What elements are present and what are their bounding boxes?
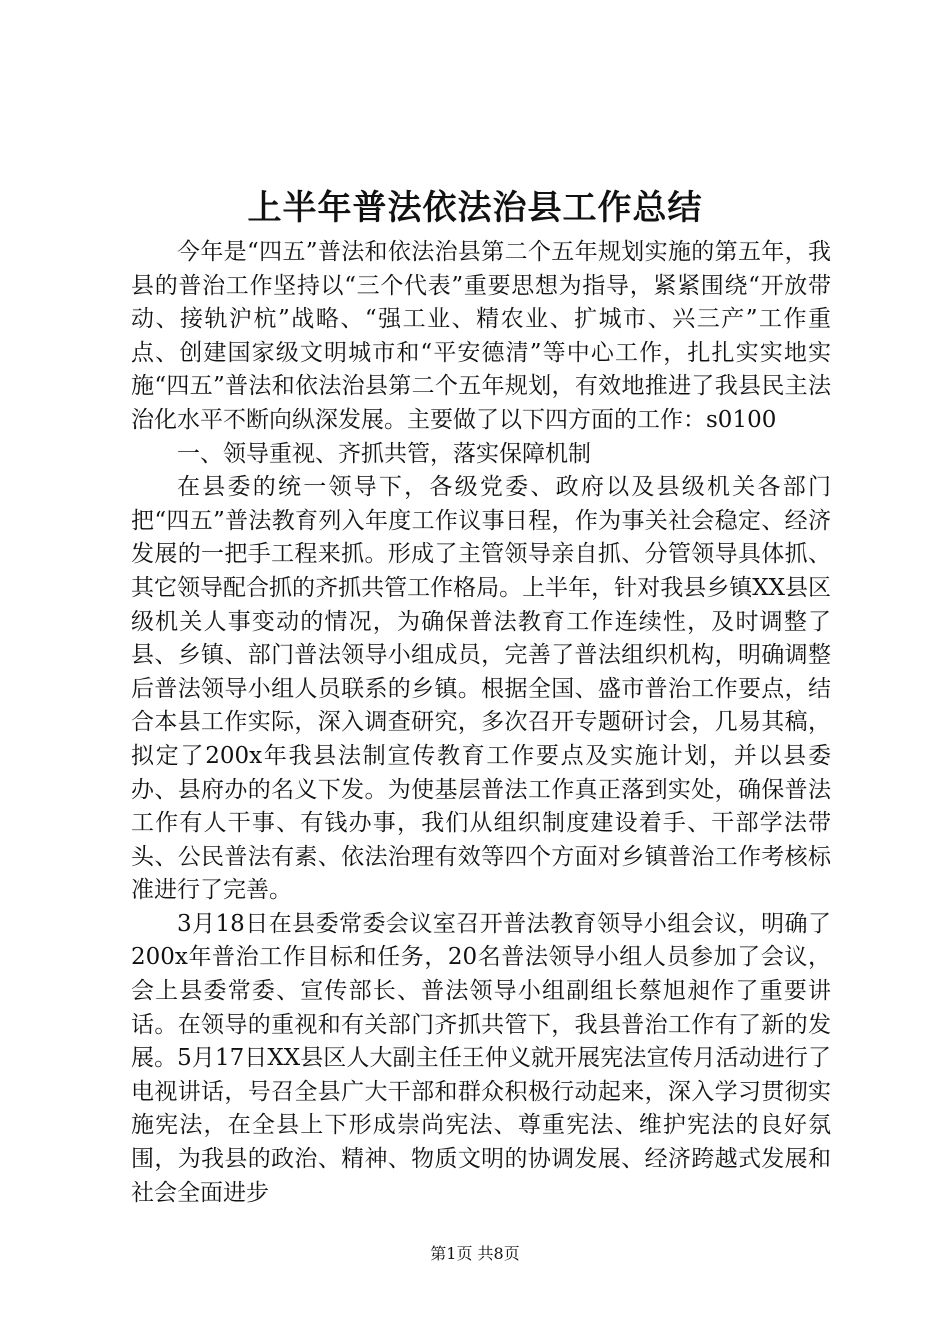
page-footer: 第1页 共8页 bbox=[430, 1244, 520, 1263]
body-paragraph: 在县委的统一领导下，各级党委、政府以及县级机关各部门把“四五”普法教育列入年度工作议事日程，作为事关社会稳定、经济发展的一把手工程来抓。形成了主管领导亲自抓、分管领导具体抓、其它领导配合抓的齐抓共管工作格局。上半年，针对我县乡镇XX县区级机关人事变动的情况，为确保普法教育工作连续性，及时调整了县、乡镇、部门普法领导小组成员，完善了普法组织机构，明确调整后普法领导小组人员联系的乡镇。根据全国、盛市普治工作要点，结合本县工作实际，深入调查研究，多次召开专题研讨会，几易其稿，拟定了200x年我县法制宣传教育工作要点及实施计划，并以县委办、县府办的名义下发。为使基层普法工作真正落到实处，确保普法工作有人干事、有钱办事，我们从组织制度建设着手、干部学法带头、公民普法有素、依法治理有效等四个方面对乡镇普治工作考核标准进行了完善。 bbox=[131, 474, 831, 904]
document-body bbox=[131, 236, 831, 1210]
section-heading-1: 一、领导重视、齐抓共管，落实保障机制 bbox=[177, 440, 591, 467]
document-title: 上半年普法依法治县工作总结 bbox=[247, 188, 703, 228]
intro-paragraph: 今年是“四五”普法和依法治县第二个五年规划实施的第五年，我县的普治工作坚持以“三个代表”重要思想为指导，紧紧围绕“开放带动、接轨沪杭”战略、“强工业、精农业、扩城市、兴三产”工作重点、创建国家级文明城市和“平安德清”等中心工作，扎扎实实地实施“四五”普法和依法治县第二个五年规划，有效地推进了我县民主法治化水平不断向纵深发展。主要做了以下四方面的工作：s0100 bbox=[131, 239, 831, 433]
body-paragraph: 3月18日在县委常委会议室召开普法教育领导小组会议，明确了200x年普治工作目标和任务，20名普法领导小组人员参加了会议，会上县委常委、宣传部长、普法领导小组副组长蔡旭昶作了重要讲话。在领导的重视和有关部门齐抓共管下，我县普治工作有了新的发展。5月17日XX县区人大副主任王仲义就开展宪法宣传月活动进行了电视讲话，号召全县广大干部和群众积极行动起来，深入学习贯彻实施宪法，在全县上下形成崇尚宪法、尊重宪法、维护宪法的良好氛围，为我县的政治、精神、物质文明的协调发展、经济跨越式发展和社会全面进步 bbox=[131, 910, 831, 1206]
